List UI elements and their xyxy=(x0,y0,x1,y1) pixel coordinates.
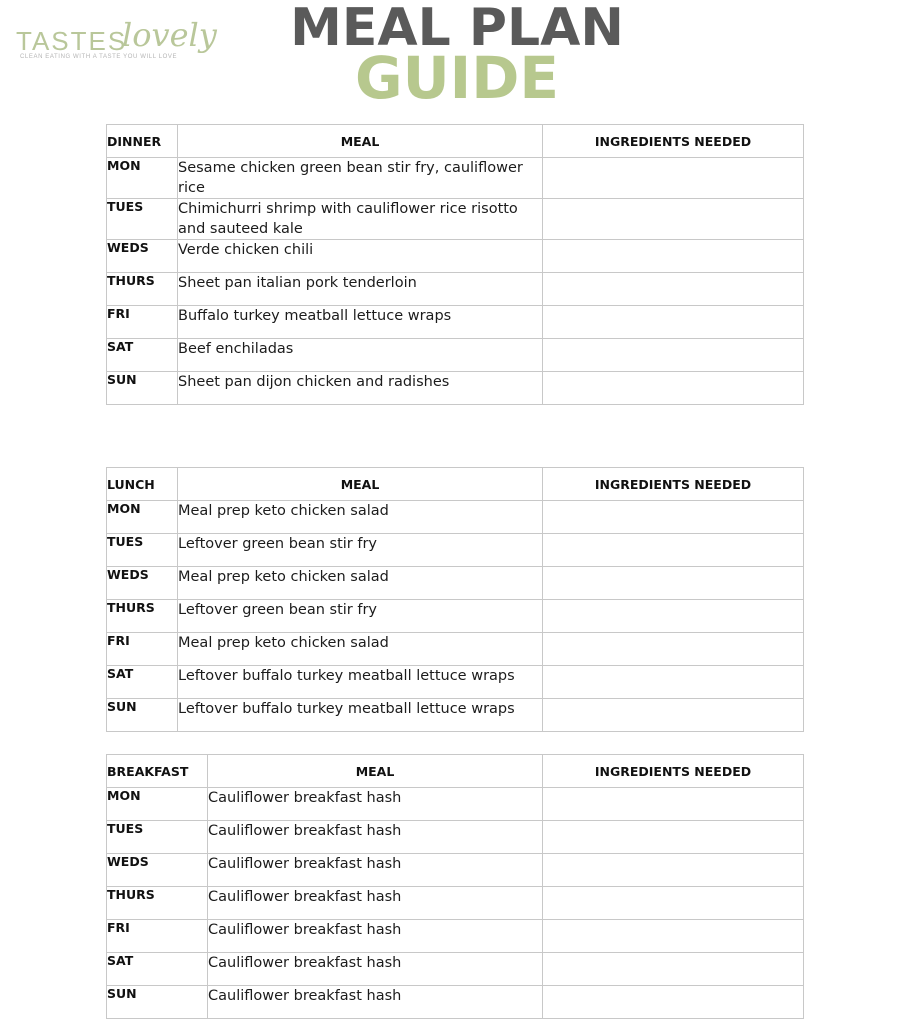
page-title-line2: GUIDE xyxy=(354,44,560,112)
meal-cell: Leftover buffalo turkey meatball lettuce wraps xyxy=(178,666,543,699)
meal-cell: Sheet pan dijon chicken and radishes xyxy=(178,372,543,405)
ingredients-cell[interactable] xyxy=(543,273,804,306)
day-label: WEDS xyxy=(107,567,178,600)
ingredients-cell[interactable] xyxy=(543,887,804,920)
table-row xyxy=(107,501,804,534)
ingredients-cell[interactable] xyxy=(543,534,804,567)
meal-cell: Sesame chicken green bean stir fry, cauliflower rice xyxy=(178,158,543,199)
ingredients-cell[interactable] xyxy=(543,600,804,633)
meal-column-header: MEAL xyxy=(208,755,543,788)
day-label: WEDS xyxy=(107,854,208,887)
meal-cell: Cauliflower breakfast hash xyxy=(208,854,543,887)
meal-cell: Cauliflower breakfast hash xyxy=(208,887,543,920)
day-label: FRI xyxy=(107,920,208,953)
table-row xyxy=(107,699,804,732)
meal-cell: Beef enchiladas xyxy=(178,339,543,372)
day-label: TUES xyxy=(107,534,178,567)
day-label: THURS xyxy=(107,273,178,306)
day-label: SAT xyxy=(107,953,208,986)
section-label: BREAKFAST xyxy=(107,755,208,788)
ingredients-cell[interactable] xyxy=(543,339,804,372)
meal-cell: Meal prep keto chicken salad xyxy=(178,567,543,600)
day-label: MON xyxy=(107,158,178,199)
meal-cell: Leftover green bean stir fry xyxy=(178,534,543,567)
table-row xyxy=(107,986,804,1019)
brand-name-part2: lovely xyxy=(122,16,217,54)
table-row xyxy=(107,854,804,887)
ingredients-cell[interactable] xyxy=(543,854,804,887)
table-row xyxy=(107,199,804,240)
ingredients-cell[interactable] xyxy=(543,666,804,699)
meal-column-header: MEAL xyxy=(178,468,543,501)
ingredients-cell[interactable] xyxy=(543,199,804,240)
meal-cell: Chimichurri shrimp with cauliflower rice risotto and sauteed kale xyxy=(178,199,543,240)
table-row xyxy=(107,534,804,567)
day-label: SUN xyxy=(107,986,208,1019)
brand-tagline: CLEAN EATING WITH A TASTE YOU WILL LOVE xyxy=(20,54,178,60)
table-row xyxy=(107,372,804,405)
ingredients-cell[interactable] xyxy=(543,567,804,600)
table-row xyxy=(107,600,804,633)
ingredients-cell[interactable] xyxy=(543,821,804,854)
ingredients-column-header: INGREDIENTS NEEDED xyxy=(543,755,804,788)
table-row xyxy=(107,339,804,372)
ingredients-cell[interactable] xyxy=(543,240,804,273)
table-row xyxy=(107,158,804,199)
table-row xyxy=(107,666,804,699)
ingredients-column-header: INGREDIENTS NEEDED xyxy=(543,468,804,501)
meal-cell: Verde chicken chili xyxy=(178,240,543,273)
lunch-table xyxy=(106,467,804,732)
meal-cell: Leftover buffalo turkey meatball lettuce wraps xyxy=(178,699,543,732)
day-label: TUES xyxy=(107,821,208,854)
meal-cell: Cauliflower breakfast hash xyxy=(208,953,543,986)
ingredients-cell[interactable] xyxy=(543,788,804,821)
meal-cell: Cauliflower breakfast hash xyxy=(208,788,543,821)
table-row xyxy=(107,821,804,854)
day-label: THURS xyxy=(107,887,208,920)
table-row xyxy=(107,567,804,600)
ingredients-cell[interactable] xyxy=(543,306,804,339)
brand-name-part1: TASTES xyxy=(16,26,128,56)
day-label: FRI xyxy=(107,306,178,339)
table-row xyxy=(107,920,804,953)
table-row xyxy=(107,788,804,821)
meal-cell: Cauliflower breakfast hash xyxy=(208,920,543,953)
section-label: LUNCH xyxy=(107,468,178,501)
ingredients-cell[interactable] xyxy=(543,158,804,199)
day-label: SUN xyxy=(107,372,178,405)
meal-cell: Cauliflower breakfast hash xyxy=(208,986,543,1019)
ingredients-cell[interactable] xyxy=(543,920,804,953)
meal-cell: Cauliflower breakfast hash xyxy=(208,821,543,854)
meal-cell: Meal prep keto chicken salad xyxy=(178,501,543,534)
meal-column-header: MEAL xyxy=(178,125,543,158)
day-label: SAT xyxy=(107,666,178,699)
table-row xyxy=(107,306,804,339)
ingredients-cell[interactable] xyxy=(543,633,804,666)
meal-cell: Sheet pan italian pork tenderloin xyxy=(178,273,543,306)
table-row xyxy=(107,953,804,986)
table-row xyxy=(107,633,804,666)
dinner-table xyxy=(106,124,804,405)
ingredients-cell[interactable] xyxy=(543,501,804,534)
day-label: SUN xyxy=(107,699,178,732)
table-row xyxy=(107,273,804,306)
table-row xyxy=(107,887,804,920)
section-label: DINNER xyxy=(107,125,178,158)
day-label: FRI xyxy=(107,633,178,666)
day-label: MON xyxy=(107,788,208,821)
meal-cell: Buffalo turkey meatball lettuce wraps xyxy=(178,306,543,339)
ingredients-cell[interactable] xyxy=(543,953,804,986)
day-label: WEDS xyxy=(107,240,178,273)
meal-cell: Leftover green bean stir fry xyxy=(178,600,543,633)
ingredients-cell[interactable] xyxy=(543,372,804,405)
ingredients-cell[interactable] xyxy=(543,986,804,1019)
page-title-line1: MEAL PLAN xyxy=(290,0,624,58)
day-label: TUES xyxy=(107,199,178,240)
day-label: THURS xyxy=(107,600,178,633)
day-label: MON xyxy=(107,501,178,534)
ingredients-column-header: INGREDIENTS NEEDED xyxy=(543,125,804,158)
meal-cell: Meal prep keto chicken salad xyxy=(178,633,543,666)
table-row xyxy=(107,240,804,273)
breakfast-table xyxy=(106,754,804,1019)
ingredients-cell[interactable] xyxy=(543,699,804,732)
day-label: SAT xyxy=(107,339,178,372)
